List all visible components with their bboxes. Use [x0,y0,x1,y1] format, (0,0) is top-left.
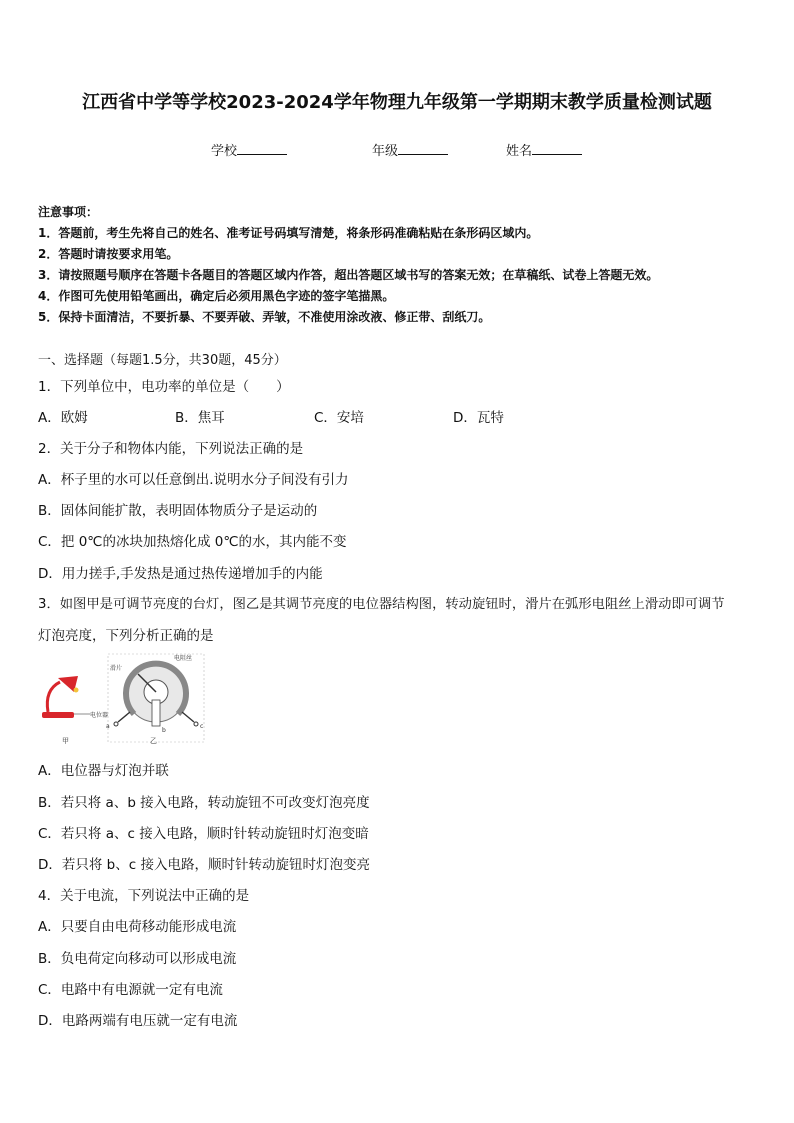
school-label: 学校 [211,144,238,159]
grade-field [372,140,448,159]
q3-stem-line1: 3．如图甲是可调节亮度的台灯，图乙是其调节亮度的电位器结构图，转动旋钮时，滑片在弧形电阻丝上滑动即可调节 [38,597,725,612]
label-slider: 滑片 [110,665,123,672]
school-blank [237,142,287,155]
q1-stem: 1．下列单位中，电功率的单位是（ ） [38,379,290,395]
label-yi: 乙 [150,737,157,745]
q2-stem: 2．关于分子和物体内能，下列说法正确的是 [38,441,304,457]
q4-option-b: B．负电荷定向移动可以形成电流 [38,951,237,967]
label-terminal-b: b [162,727,166,734]
q4-option-c: C．电路中有电源就一定有电流 [38,982,223,998]
q2-option-b: B．固体间能扩散，表明固体物质分子是运动的 [38,503,318,519]
q3-figure [38,652,218,748]
q1-option-c: C．安培 [314,410,364,426]
q3-option-b: B．若只将 a、b 接入电路，转动旋钮不可改变灯泡亮度 [38,795,370,811]
q4-option-d: D．电路两端有电压就一定有电流 [38,1013,238,1029]
name-label: 姓名 [506,144,533,159]
label-potentiometer: 电位器 [90,712,109,719]
label-jia: 甲 [62,737,69,745]
label-wire: 电阻丝 [174,655,193,662]
notice-item-5: 5．保持卡面清洁，不要折暴、不要弄破、弄皱，不准使用涂改液、修正带、刮纸刀。 [38,310,491,324]
q1-option-a: A．欧姆 [38,410,88,426]
exam-title: 江西省中学等学校2023-2024学年物理九年级第一学期期末教学质量检测试题 [82,92,712,113]
q4-stem: 4．关于电流，下列说法中正确的是 [38,888,250,904]
notice-item-4: 4．作图可先使用铅笔画出，确定后必须用黑色字迹的签字笔描黑。 [38,289,395,303]
name-blank [532,142,582,155]
q2-option-a: A．杯子里的水可以任意倒出.说明水分子间没有引力 [38,472,349,488]
q1-option-d: D．瓦特 [453,410,504,426]
notice-item-2: 2．答题时请按要求用笔。 [38,247,179,261]
grade-label: 年级 [372,144,399,159]
notice-item-1: 1．答题前，考生先将自己的姓名、准考证号码填写清楚，将条形码准确粘贴在条形码区域内。 [38,226,539,240]
q4-option-a: A．只要自由电荷移动能形成电流 [38,919,237,935]
potentiometer-diagram [108,654,204,742]
label-terminal-c: c [200,723,204,730]
q3-figure-svg [38,652,218,748]
section-heading: 一、选择题（每题1.5分，共30题，45分） [38,353,287,368]
q1-option-b: B．焦耳 [175,410,225,426]
q3-option-a: A．电位器与灯泡并联 [38,763,169,779]
grade-blank [398,142,448,155]
q2-option-d: D．用力搓手,手发热是通过热传递增加手的内能 [38,566,323,582]
school-field [211,140,287,159]
label-terminal-a: a [106,723,110,730]
name-field [506,140,582,159]
desk-lamp-icon [42,676,79,718]
q3-option-d: D．若只将 b、c 接入电路，顺时针转动旋钮时灯泡变亮 [38,857,370,873]
q2-option-c: C．把 0℃的冰块加热熔化成 0℃的水，其内能不变 [38,534,347,550]
notice-heading: 注意事项： [38,205,99,219]
notice-item-3: 3．请按照题号顺序在答题卡各题目的答题区域内作答，超出答题区域书写的答案无效；在草稿纸、试卷上答题无效。 [38,268,659,282]
q3-stem-line2: 灯泡亮度，下列分析正确的是 [38,628,214,644]
q3-option-c: C．若只将 a、c 接入电路，顺时针转动旋钮时灯泡变暗 [38,826,369,842]
